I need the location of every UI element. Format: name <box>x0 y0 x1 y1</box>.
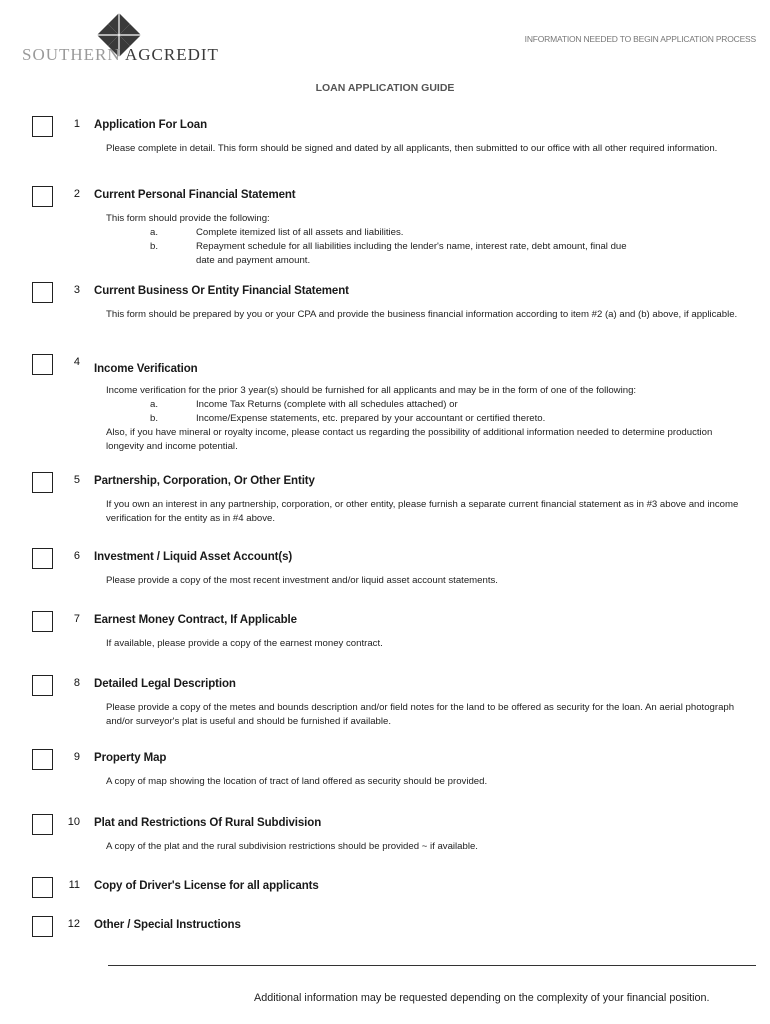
brand-name-part2: AGCREDIT <box>124 45 219 64</box>
item-body: If available, please provide a copy of the earnest money contract. <box>106 638 383 649</box>
item-number: 3 <box>73 284 80 296</box>
item-body: A copy of map showing the location of tract of land offered as security should be provided. <box>106 776 488 787</box>
sub-item: b. Repayment schedule for all liabilities including the lender's name, interest rate, debt amount, final due <box>150 241 627 252</box>
item-body <box>106 384 751 454</box>
sub-item-continuation: date and payment amount. <box>196 255 311 266</box>
item-body: If you own an interest in any partnership, corporation, or other entity, please furnish a separate current financial statement as in #3 above and income verification for the entity as in #4 above. <box>106 499 739 524</box>
item-body: Please provide a copy of the metes and bounds description and/or field notes for the land to be offered as security for the loan. An aerial photograph and/or surveyor's plat is useful and should be furnished if available. <box>106 702 735 727</box>
checkbox[interactable] <box>32 877 53 898</box>
item-body <box>106 212 751 268</box>
sub-item: a. Complete itemized list of all assets and liabilities. <box>150 227 404 238</box>
checkbox[interactable] <box>32 749 53 770</box>
checkbox[interactable] <box>32 472 53 493</box>
item-number: 11 <box>68 879 80 891</box>
item-number: 8 <box>73 677 80 689</box>
item-number: 4 <box>73 356 80 368</box>
item-title: Earnest Money Contract, If Applicable <box>94 614 297 626</box>
item-number: 6 <box>73 550 80 562</box>
item-outro: Also, if you have mineral or royalty income, please contact us regarding the possibility of additional information needed to determine production longevity and income potential. <box>106 427 713 452</box>
checkbox[interactable] <box>32 814 53 835</box>
footer-note: Additional information may be requested depending on the complexity of your financial position. <box>254 992 710 1004</box>
item-title: Detailed Legal Description <box>94 678 236 690</box>
instructions-line <box>108 965 756 966</box>
checkbox[interactable] <box>32 675 53 696</box>
item-number: 7 <box>73 613 80 625</box>
document-title: LOAN APPLICATION GUIDE <box>315 82 455 94</box>
item-title: Other / Special Instructions <box>94 919 241 931</box>
item-intro: This form should provide the following: <box>106 213 270 224</box>
checkbox[interactable] <box>32 354 53 375</box>
item-title: Property Map <box>94 752 167 764</box>
item-number: 2 <box>73 188 80 200</box>
sub-item: b. Income/Expense statements, etc. prepared by your accountant or certified thereto. <box>150 413 546 424</box>
company-logo <box>22 10 219 66</box>
checkbox[interactable] <box>32 186 53 207</box>
checkbox[interactable] <box>32 548 53 569</box>
item-body: This form should be prepared by you or your CPA and provide the business financial information according to item #2 (a) and (b) above, if applicable. <box>106 309 738 320</box>
item-body: A copy of the plat and the rural subdivision restrictions should be provided ~ if available. <box>106 841 478 852</box>
checkbox[interactable] <box>32 916 53 937</box>
checkbox[interactable] <box>32 611 53 632</box>
checkbox[interactable] <box>32 282 53 303</box>
header-caption: INFORMATION NEEDED TO BEGIN APPLICATION PROCESS <box>524 34 756 44</box>
item-title: Partnership, Corporation, Or Other Entity <box>94 475 315 487</box>
item-body: Please provide a copy of the most recent investment and/or liquid asset account statements. <box>106 575 498 586</box>
item-title: Application For Loan <box>94 119 207 131</box>
item-number: 9 <box>73 751 80 763</box>
item-intro: Income verification for the prior 3 year(s) should be furnished for all applicants and may be in the form of one of the following: <box>106 385 637 396</box>
sub-item: a. Income Tax Returns (complete with all schedules attached) or <box>150 399 458 410</box>
item-number: 5 <box>73 474 80 486</box>
item-number: 12 <box>67 918 80 930</box>
item-number: 10 <box>67 816 80 828</box>
item-title: Current Business Or Entity Financial Statement <box>94 285 349 297</box>
item-title: Plat and Restrictions Of Rural Subdivision <box>94 817 322 829</box>
item-title: Investment / Liquid Asset Account(s) <box>94 551 293 563</box>
item-title: Income Verification <box>94 363 198 375</box>
item-title: Copy of Driver's License for all applicants <box>94 880 319 892</box>
item-number: 1 <box>73 118 80 130</box>
checkbox[interactable] <box>32 116 53 137</box>
item-body: Please complete in detail. This form should be signed and dated by all applicants, then submitted to our office with all other required information. <box>106 143 718 154</box>
brand-name <box>22 45 219 65</box>
brand-name-part1: SOUTHERN <box>22 45 121 64</box>
item-title: Current Personal Financial Statement <box>94 189 296 201</box>
